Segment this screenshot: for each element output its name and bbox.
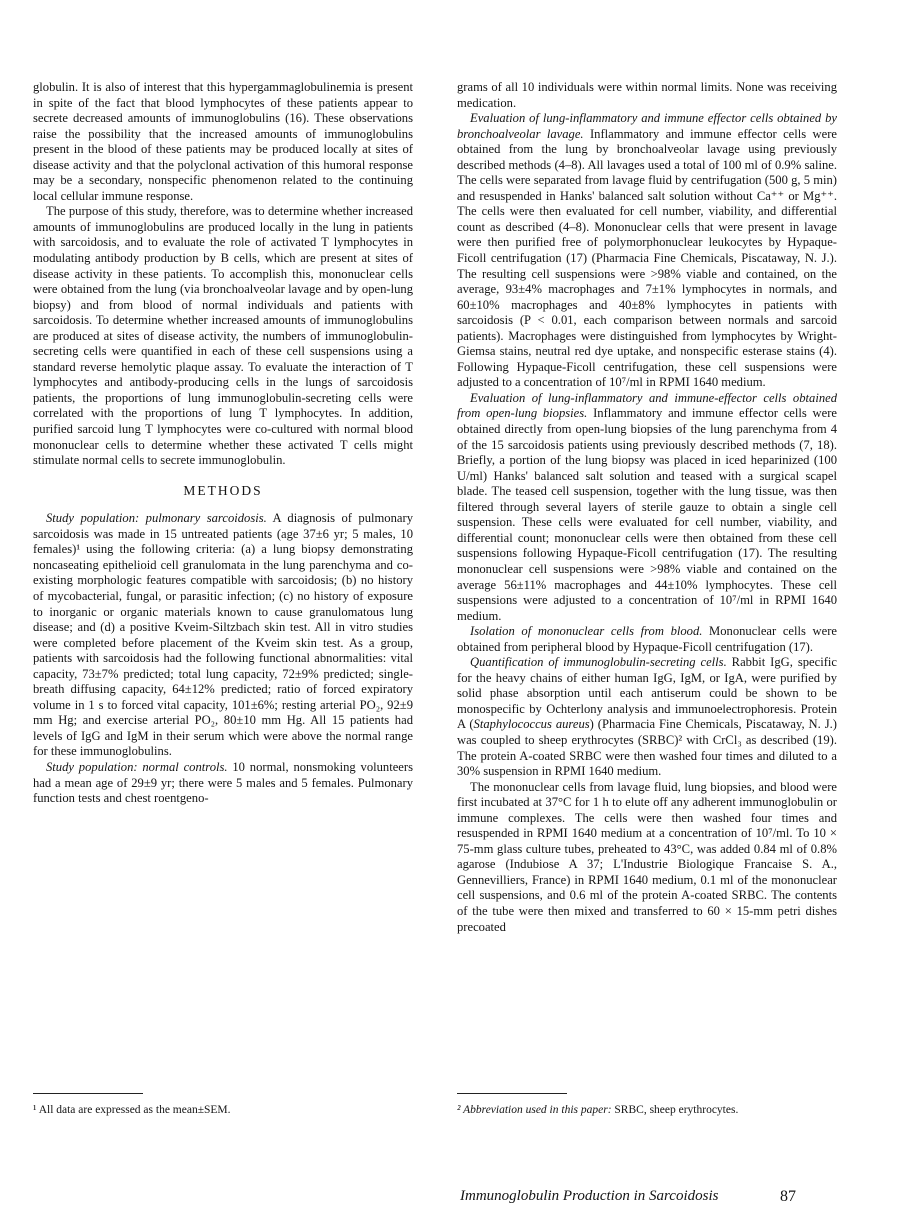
lavage-title: Evaluation of lung-inflammatory and immune effector cells obtained by bronchoalveolar lavage. (457, 111, 837, 141)
footnote-1: ¹ All data are expressed as the mean±SEM. (33, 1104, 231, 1116)
lavage-body: Inflammatory and immune effector cells were obtained from the lung by bronchoalveolar lavage using previously described methods (4–8). All lavages used a total of 100 ml of 0.9% saline. The cells were separated from lavage fluid by centrifugation (500 g, 5 min) and resuspended in Hanks' balanced salt solution without Ca⁺⁺ or Mg⁺⁺. The cells were then evaluated for cell number, viability, and differential count as described (4–8). Mononuclear cells that were present in lavage were then purified free of polymorphonuclear leukocytes by Hypaque-Ficoll centrifugation (17) (Pharmacia Fine Chemicals, Piscataway, N. J.). The resulting cell suspensions were >98% viable and contained, on the average, 93±4% macrophages and 7±1% lymphocytes in normals, and 60±10% macrophages and 40±8% lymphocytes in patients with sarcoidosis (P < 0.01, each comparison between normals and sarcoid patients). Macrophages were distinguished from lymphocytes by Wright-Giemsa stains, neutral red dye uptake, and nonspecific esterase stains (4). Following Hypaque-Ficoll centrifugation, these cell suspensions were adjusted to a concentration of 10⁷/ml in RPMI 1640 medium. (457, 126, 837, 390)
sarcoidosis-population-paragraph (33, 511, 413, 760)
footnote-2-body: SRBC, sheep erythrocytes. (611, 1104, 739, 1116)
page-number: 87 (780, 1188, 796, 1205)
purpose-paragraph: The purpose of this study, therefore, was to determine whether increased amounts of immunoglobulins are produced locally in the lung in patients with sarcoidosis, and to evaluate the role of activated T lymphocytes in modulating antibody production by B cells, which are present at sites of disease activity in these patients. To accomplish this, mononuclear cells were obtained from the lung (via bronchoalveolar lavage and by open-lung biopsy) and from blood of normal individuals and patients with sarcoidosis. To determine whether increased amounts of immunoglobulins are produced at sites of disease activity, the numbers of immunoglobulin-secreting cells were quantified in each of these cell suspensions using a standard reverse hemolytic plaque assay. To evaluate the interaction of T lymphocytes and antibody-producing cells in the lungs of sarcoidosis patients, the proportions of lung immunoglobulin-secreting cells were correlated with the proportions of lung T lymphocytes. In addition, purified sarcoid lung T lymphocytes were co-cultured with normal blood mononuclear cells to determine whether these activated T cells might stimulate normal cells to secrete immunoglobulin. (33, 204, 413, 468)
right-column (457, 80, 837, 935)
controls-paragraph-continued: grams of all 10 individuals were within normal limits. None was receiving medication. (457, 80, 837, 110)
biopsy-body: Inflammatory and immune effector cells were obtained directly from open-lung biopsies of the lung parenchyma from 4 of the 15 sarcoidosis patients using previously described methods (7, 18). Briefly, a portion of the lung biopsy was placed in iced heparinized (100 U/ml) Hanks' balanced salt solution and teased with a surgical scapel blade. The teased cell suspension, together with the lung tissue, was then filtered through several layers of sterile gauze to obtain a single cell suspension. These cells were evaluated for cell number, viability, and differential count; mononuclear cells were then obtained from these cell suspensions following Hypaque-Ficoll centrifugation (17). The resulting mononuclear cell suspensions were >98% viable and contained on the average 56±11% macrophages and 44±10% lymphocytes. These cell suspensions were adjusted to a concentration of 10⁷/ml in RPMI 1640 medium. (457, 406, 837, 623)
sarcoidosis-population-body: A diagnosis of pulmonary sarcoidosis was made in 15 untreated patients (age 37±6 yr; 5 males, 10 females)¹ using the following criteria: (a) a lung biopsy demonstrating noncaseating epithelioid cell granulomata in the lung parenchyma and co-existing morphologic features compatible with sarcoidosis; (b) no history of mycobacterial, fungal, or parasitic infection; (c) no history of exposure to inorganic or organic materials known to cause granulomatous lung disease; and (d) a positive Kveim-Siltzbach skin test. All in vitro studies were completed before placement of the Kveim skin test. As a group, patients with sarcoidosis had the following functional abnormalities: vital capacity, 73±7% predicted; total lung capacity, 72±9% predicted; single-breath diffusing capacity, 64±12% predicted; ratio of forced expiratory volume in 1 s to forced vital capacity, 101±6%; resting arterial PO₂, 92±9 mm Hg; and exercise arterial PO₂, 80±10 mm Hg. All 15 patients had levels of IgG and IgM in their serum which were above the normal range for these immunoglobulins. (33, 511, 413, 759)
normal-controls-title: Study population: normal controls. (46, 759, 228, 774)
lavage-paragraph (457, 111, 837, 391)
left-column (33, 80, 413, 807)
footnote-rule-left (33, 1093, 143, 1094)
sarcoidosis-population-title: Study population: pulmonary sarcoidosis. (46, 511, 267, 526)
quantification-title: Quantification of immunoglobulin-secreting cells. (470, 655, 727, 670)
normal-controls-body: 10 normal, nonsmoking volunteers had a mean age of 29±9 yr; there were 5 males and 5 females. Pulmonary function tests and chest roentgeno- (33, 759, 413, 806)
quantification-paragraph (457, 655, 837, 779)
blood-isolation-title: Isolation of mononuclear cells from blood. (470, 624, 703, 639)
blood-isolation-paragraph (457, 624, 837, 655)
plaque-assay-paragraph: The mononuclear cells from lavage fluid, lung biopsies, and blood were first incubated at 37°C for 1 h to elute off any adherent immunoglobulin or immune complexes. The cells were then washed four times and resuspended in RPMI 1640 medium at a concentration of 10⁷/ml. To 10 × 75-mm glass culture tubes, preheated to 43°C, was added 0.84 ml of 0.8% agarose (Indubiose A 37; L'Industrie Biologique Francaise S. A., Gennevilliers, France) in RPMI 1640 medium, 0.1 ml of the mononuclear cell suspensions, and 0.6 ml of the protein A-coated SRBC. The contents of the tube were then mixed and transferred to 60 × 15-mm petri dishes precoated (457, 779, 837, 934)
footnote-rule-right (457, 1093, 567, 1094)
methods-heading: METHODS (183, 482, 263, 498)
footnote-2-label: ² Abbreviation used in this paper: (457, 1104, 612, 1116)
footnote-2 (457, 1103, 837, 1117)
biopsy-paragraph (457, 391, 837, 624)
blood-isolation-body: Mononuclear cells were obtained from peripheral blood by Hypaque-Ficoll centrifugation (17). (457, 624, 837, 654)
running-title: Immunoglobulin Production in Sarcoidosis (460, 1188, 719, 1204)
quantification-body-a: Rabbit IgG, specific for the heavy chains of either human IgG, IgM, or IgA, were purified by solid phase absorption until each antiserum could be shown to be monospecific by Ochterlony analysis and immunoelectrophoresis. Protein A ( (457, 655, 837, 732)
species-name: Staphylococcus aureus (473, 717, 590, 732)
biopsy-title: Evaluation of lung-inflammatory and immune-effector cells obtained from open-lung biopsies. (457, 390, 837, 421)
normal-controls-paragraph (33, 760, 413, 807)
quantification-body-b: ) (Pharmacia Fine Chemicals, Piscataway, N. J.) was coupled to sheep erythrocytes (SRBC)² with CrCl₃ as described (19). The protein A-coated SRBC were then washed four times and diluted to a 30% suspension in RPMI 1640 medium. (457, 717, 837, 779)
intro-paragraph-continued: globulin. It is also of interest that this hypergammaglobulinemia is present in spite of the fact that blood lymphocytes of these patients appear to secrete decreased amounts of immunoglobulins (16). These observations raise the possibility that the increased amounts of immunoglobulins present in the blood of these patients may be produced locally at sites of disease activity and that the polyclonal activation of this humoral response may be a secondary, nonspecific phenomenon related to the continuing local cellular immune response. (33, 80, 413, 203)
